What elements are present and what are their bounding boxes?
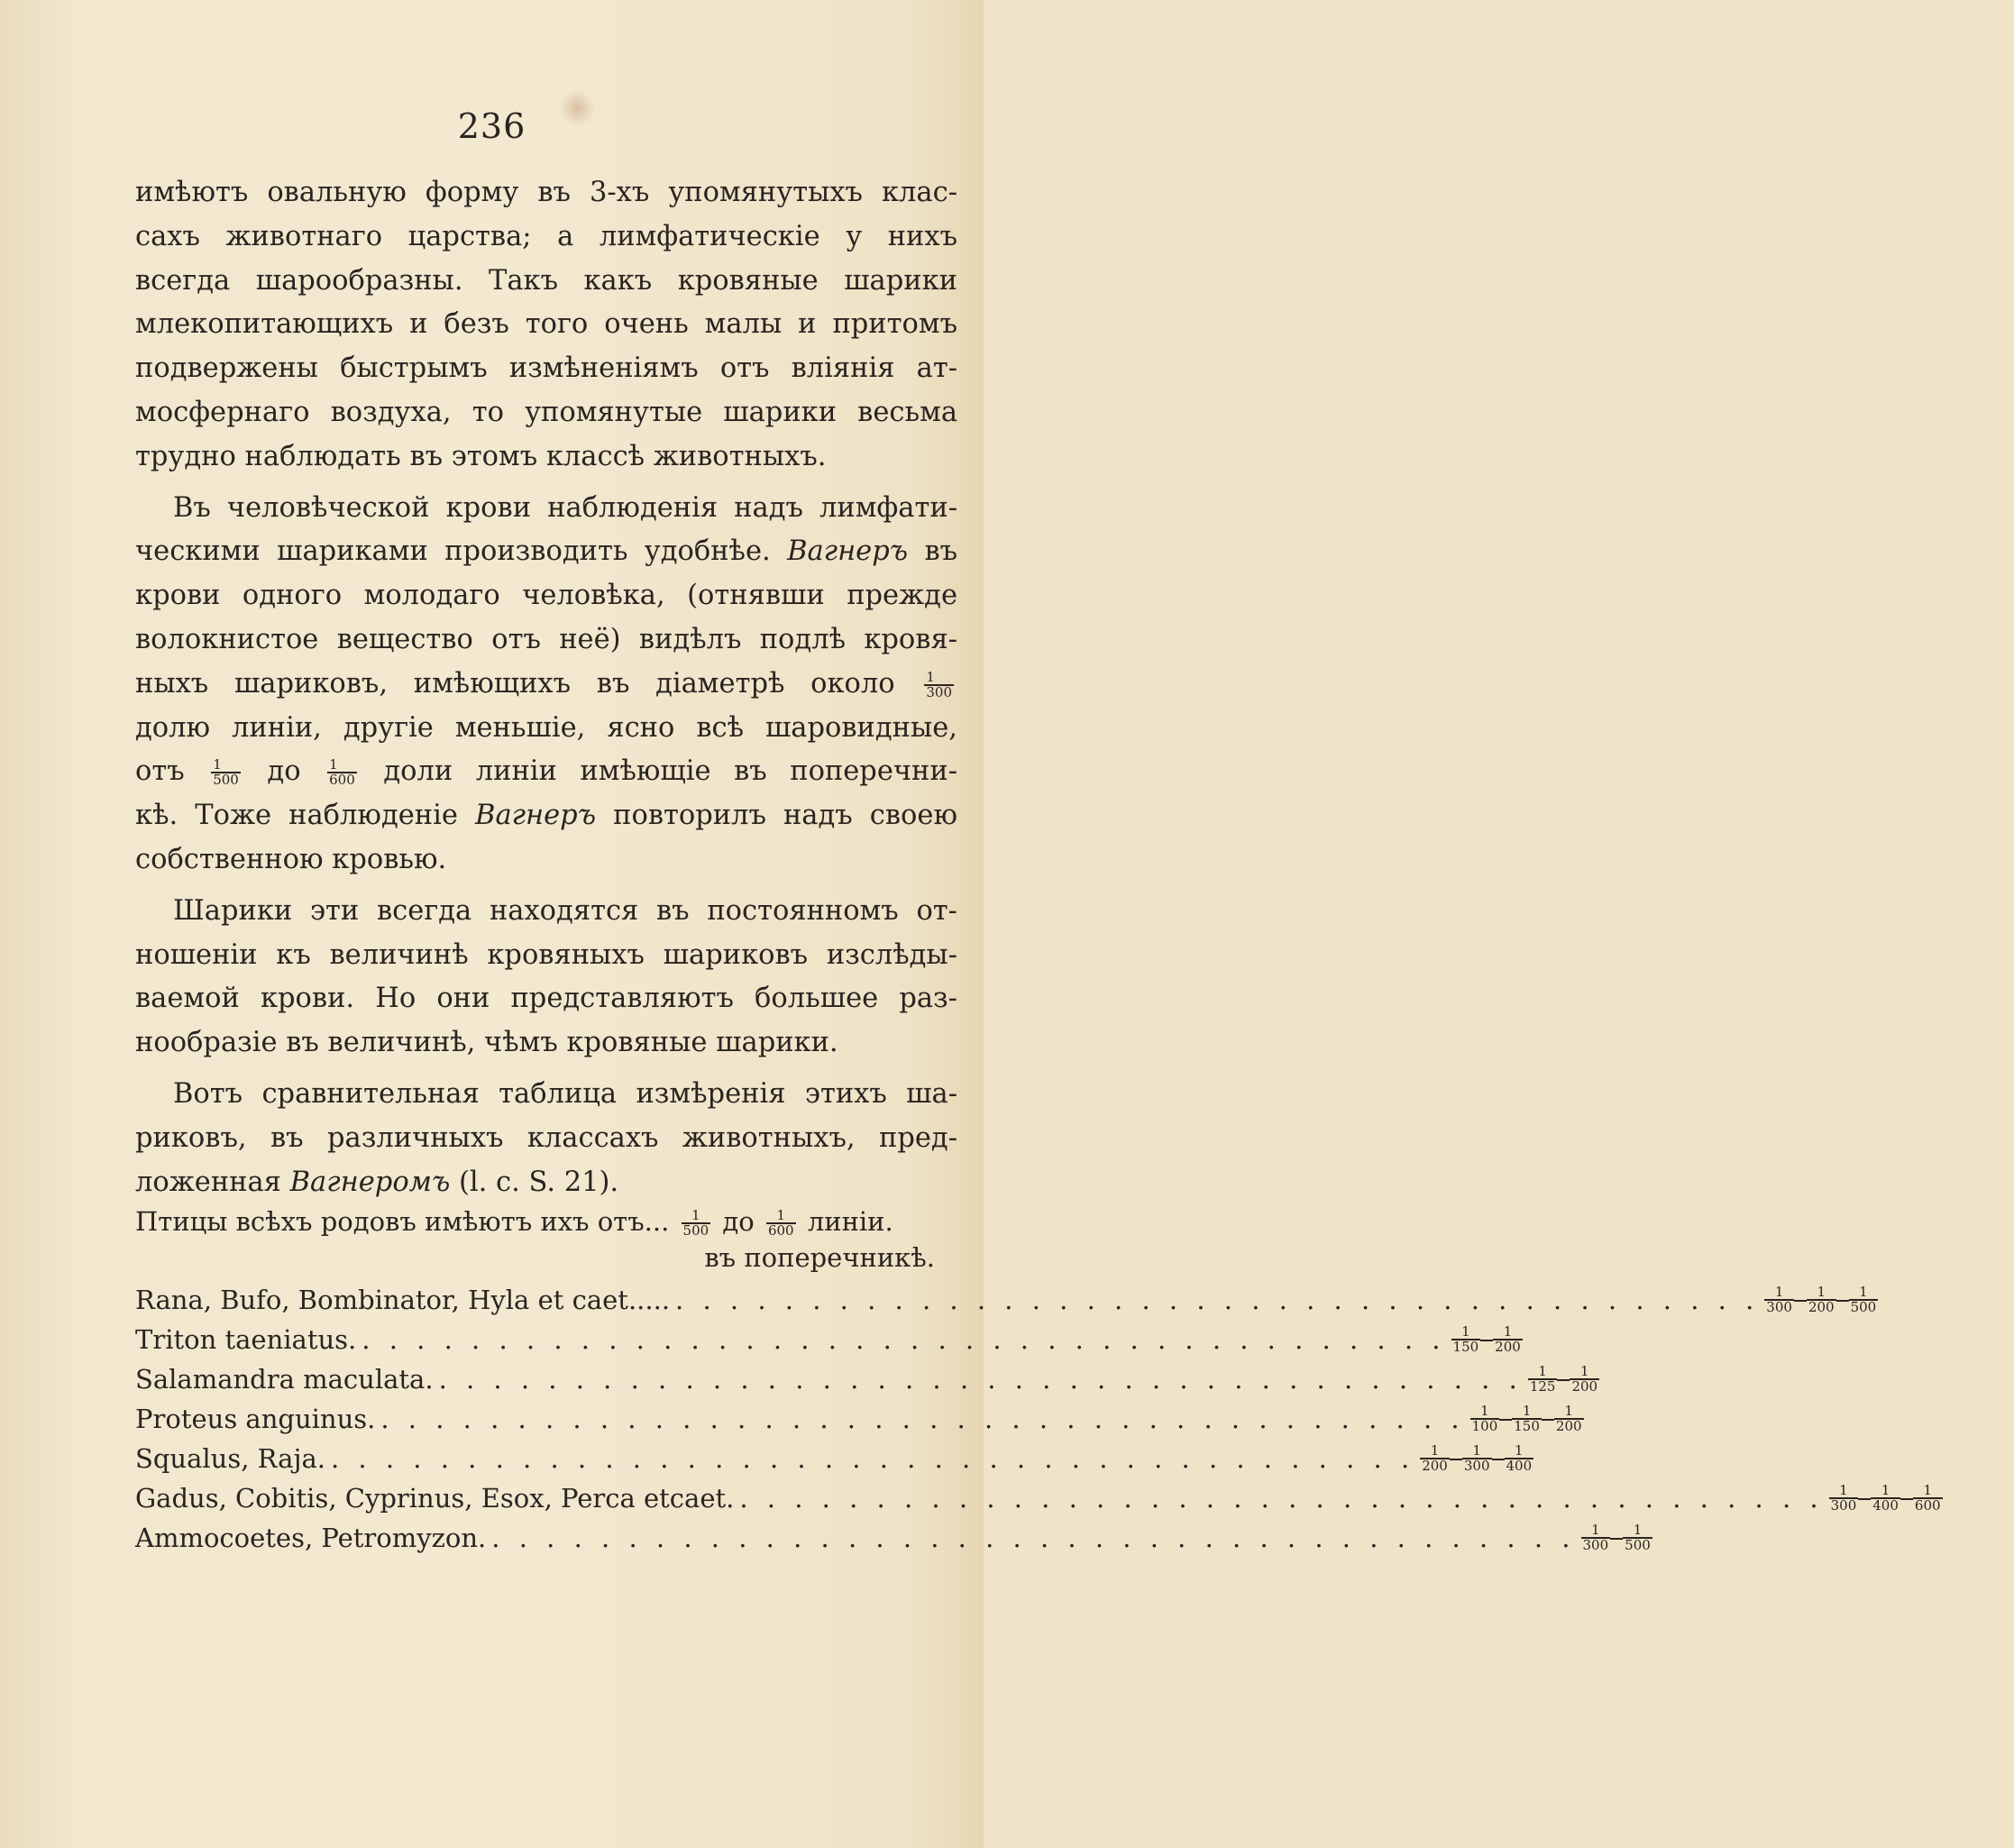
leader-dots: . . . . . . . . . . . . . . . . . . . . . . . . . . . . . . . . . . . . . . . . <box>675 1285 1760 1315</box>
text-span: кѣ. Тоже наблюденіе <box>135 800 458 832</box>
fraction-numerator: 1 <box>1554 1404 1584 1420</box>
species-name: Ammocoetes, Petromyzon. <box>135 1523 487 1553</box>
fraction <box>1528 1365 1558 1394</box>
fraction-denominator: 600 <box>767 1222 794 1239</box>
table-row <box>135 1399 1582 1439</box>
text-line: мосфернаго воздуха, то упомянутые шарики весьма <box>135 396 957 428</box>
text-line: Вотъ сравнительная таблица измѣренія этихъ ша- <box>173 1077 957 1110</box>
text-span: ложенная <box>135 1166 281 1198</box>
fraction-denominator: 200 <box>1571 1378 1598 1395</box>
fraction-denominator: 100 <box>1471 1418 1498 1434</box>
fraction-denominator: 150 <box>1514 1418 1540 1434</box>
text-line: млекопитающихъ и безъ того очень малы и притомъ <box>135 308 957 341</box>
text-line: ваемой крови. Но они представляютъ большее раз- <box>135 983 957 1015</box>
fraction <box>1470 1404 1500 1433</box>
fraction <box>1581 1523 1611 1552</box>
fraction-numerator: 1 <box>327 758 357 773</box>
table-row <box>135 1359 1598 1399</box>
text-span: линіи. <box>807 1206 893 1237</box>
text-line: Въ человѣческой крови наблюденія надъ лимфати- <box>173 491 957 524</box>
table-row <box>135 1320 1521 1359</box>
text-line: трудно наблюдать въ этомъ классѣ животныхъ. <box>135 440 827 472</box>
fraction-numerator: 1 <box>1623 1523 1652 1539</box>
fraction-denominator: 200 <box>1495 1339 1521 1355</box>
text-span: доли линіи имѣющіе въ поперечни- <box>383 755 958 788</box>
range-dash <box>1492 1459 1505 1460</box>
text-line: собственною кровью. <box>135 843 447 875</box>
text-line: крови одного молодаго человѣка, (отнявши прежде <box>135 580 957 612</box>
text-line: подвержены быстрымъ измѣненіямъ отъ вліянія ат- <box>135 352 957 385</box>
fraction-numerator: 1 <box>1913 1484 1943 1499</box>
fraction <box>1764 1285 1794 1314</box>
size-range <box>1528 1365 1713 1394</box>
fraction-numerator: 1 <box>1807 1285 1836 1301</box>
size-range <box>1764 1285 1949 1314</box>
fraction <box>211 758 241 787</box>
fraction <box>766 1209 796 1238</box>
text-span: ческими шариками производить удобнѣе. <box>135 535 771 568</box>
leader-dots: . . . . . . . . . . . . . . . . . . . . . . . . . . . . . . . . . . . . . . . . <box>438 1364 1523 1395</box>
text-span: отъ <box>135 755 185 788</box>
text-line: Шарики эти всегда находятся въ постоянномъ от- <box>173 894 957 927</box>
range-dash <box>1480 1340 1493 1341</box>
size-range <box>1420 1444 1605 1473</box>
fraction-denominator: 200 <box>1808 1299 1835 1315</box>
range-dash <box>1450 1459 1462 1460</box>
text-span: Птицы всѣхъ родовъ имѣютъ ихъ отъ... <box>135 1206 670 1237</box>
text-line: сахъ животнаго царства; а лимфатическіе у нихъ <box>135 220 957 252</box>
fraction-numerator: 1 <box>1581 1523 1611 1539</box>
leader-dots: . . . . . . . . . . . . . . . . . . . . . . . . . . . . . . . . . . . . . . . . <box>330 1443 1415 1474</box>
body-text <box>135 171 957 1204</box>
paragraph-2 <box>135 487 957 883</box>
paragraph-1 <box>135 171 957 480</box>
page-number: 236 <box>457 106 526 146</box>
fraction-numerator: 1 <box>211 758 241 773</box>
size-range <box>1451 1325 1636 1354</box>
fraction <box>682 1209 711 1238</box>
text-line: ношеніи къ величинѣ кровяныхъ шариковъ изслѣды- <box>135 938 957 971</box>
fraction <box>1554 1404 1584 1433</box>
leader-dots: . . . . . . . . . . . . . . . . . . . . . . . . . . . . . . . . . . . . . . . . <box>362 1324 1446 1355</box>
author-name: Вагнеръ <box>475 800 597 832</box>
species-name: Salamandra maculata. <box>135 1364 434 1395</box>
text-line: имѣютъ овальную форму въ 3-хъ упомянутыхъ клас- <box>135 177 957 208</box>
fraction <box>1913 1484 1943 1513</box>
fraction-denominator: 125 <box>1529 1378 1556 1395</box>
fraction-numerator: 1 <box>1764 1285 1794 1301</box>
text-line: нообразіе въ величинѣ, чѣмъ кровяные шарики. <box>135 1027 838 1059</box>
fraction-numerator: 1 <box>924 671 954 686</box>
text-line <box>135 750 957 794</box>
fraction <box>924 668 954 700</box>
fraction-denominator: 300 <box>1766 1299 1792 1315</box>
table-header-text <box>135 1203 893 1240</box>
fraction-denominator: 600 <box>329 772 355 789</box>
fraction <box>1623 1523 1652 1552</box>
leader-dots: . . . . . . . . . . . . . . . . . . . . . . . . . . . . . . . . . . . . . . . . <box>491 1523 1576 1553</box>
fraction <box>1807 1285 1836 1314</box>
fraction-denominator: 300 <box>1463 1458 1490 1474</box>
fraction <box>1493 1325 1523 1354</box>
author-name: Вагнеръ <box>787 535 909 568</box>
text-span: до <box>722 1206 755 1237</box>
fraction <box>327 758 357 787</box>
table-row <box>135 1439 1533 1478</box>
fraction <box>1462 1444 1492 1473</box>
species-name: Squalus, Raja. <box>135 1443 325 1474</box>
fraction-denominator: 150 <box>1452 1339 1479 1355</box>
fraction-denominator: 500 <box>1625 1537 1651 1553</box>
fraction <box>1451 1325 1481 1354</box>
citation: (l. c. S. 21). <box>459 1166 619 1198</box>
range-dash <box>1499 1419 1512 1421</box>
fraction <box>1871 1484 1900 1513</box>
range-dash <box>1858 1498 1871 1500</box>
paragraph-3 <box>135 890 957 1066</box>
fraction <box>1570 1365 1599 1394</box>
fraction-denominator: 600 <box>1914 1497 1941 1514</box>
fraction-denominator: 500 <box>1850 1299 1877 1315</box>
fraction-numerator: 1 <box>1462 1444 1492 1459</box>
text-span: въ <box>924 535 958 568</box>
fraction <box>1505 1444 1534 1473</box>
fraction-denominator: 300 <box>1582 1537 1609 1553</box>
fraction-numerator: 1 <box>766 1209 796 1224</box>
species-name: Gadus, Cobitis, Cyprinus, Esox, Perca etcaet. <box>135 1483 735 1514</box>
table-row <box>135 1280 1877 1320</box>
fraction-numerator: 1 <box>1505 1444 1534 1459</box>
fraction-denominator: 400 <box>1872 1497 1899 1514</box>
range-dash <box>1557 1379 1570 1381</box>
fraction <box>1829 1484 1859 1513</box>
fraction-numerator: 1 <box>1871 1484 1900 1499</box>
size-range <box>1829 1484 2014 1513</box>
fraction-numerator: 1 <box>682 1209 711 1224</box>
table-header-row <box>135 1203 957 1240</box>
range-dash <box>1610 1538 1623 1540</box>
fraction-denominator: 300 <box>1830 1497 1857 1514</box>
range-dash <box>1794 1300 1807 1302</box>
text-span: до <box>267 755 301 788</box>
text-line: всегда шарообразны. Такъ какъ кровяные шарики <box>135 264 957 297</box>
table-row <box>135 1478 1941 1518</box>
leader-dots: . . . . . . . . . . . . . . . . . . . . . . . . . . . . . . . . . . . . . . . . <box>380 1404 1465 1434</box>
fraction-denominator: 200 <box>1422 1458 1448 1474</box>
table-unit: въ поперечникѣ. <box>704 1242 935 1273</box>
text-line <box>135 794 957 838</box>
text-span: повторилъ надъ своею <box>613 800 957 832</box>
fraction-denominator: 300 <box>926 683 952 700</box>
range-dash <box>1542 1419 1554 1421</box>
text-line: риковъ, въ различныхъ классахъ животныхъ, пред- <box>135 1121 957 1154</box>
fraction <box>1849 1285 1879 1314</box>
range-dash <box>1836 1300 1849 1302</box>
fraction-numerator: 1 <box>1470 1404 1500 1420</box>
text-line: волокнистое вещество отъ неё) видѣлъ подлѣ кровя- <box>135 623 957 655</box>
species-name: Triton taeniatus. <box>135 1324 357 1355</box>
fraction-numerator: 1 <box>1451 1325 1481 1340</box>
range-dash <box>1900 1498 1913 1500</box>
size-table <box>135 1280 1941 1558</box>
text-span: ныхъ шариковъ, имѣющихъ въ діаметрѣ около <box>135 667 895 700</box>
fraction-numerator: 1 <box>1829 1484 1859 1499</box>
fraction-denominator: 400 <box>1506 1458 1533 1474</box>
fraction <box>1420 1444 1450 1473</box>
text-line <box>135 663 957 707</box>
text-line <box>135 530 957 574</box>
table-row <box>135 1518 1651 1558</box>
leader-dots: . . . . . . . . . . . . . . . . . . . . . . . . . . . . . . . . . . . . . . . . <box>739 1483 1824 1514</box>
fraction <box>1512 1404 1542 1433</box>
fraction-denominator: 500 <box>213 772 239 789</box>
fraction-numerator: 1 <box>1512 1404 1542 1420</box>
text-line: долю линіи, другіе меньшіе, ясно всѣ шаровидные, <box>135 711 957 744</box>
species-name: Proteus anguinus. <box>135 1404 376 1434</box>
paragraph-4 <box>135 1073 957 1204</box>
fraction-numerator: 1 <box>1420 1444 1450 1459</box>
fraction-denominator: 500 <box>682 1222 709 1239</box>
size-range <box>1581 1523 1766 1552</box>
fraction-numerator: 1 <box>1849 1285 1879 1301</box>
table-header <box>135 1203 957 1276</box>
fraction-denominator: 200 <box>1555 1418 1582 1434</box>
text-line <box>135 1161 957 1205</box>
author-name: Вагнеромъ <box>289 1166 451 1198</box>
fraction-numerator: 1 <box>1528 1365 1558 1380</box>
fraction-numerator: 1 <box>1570 1365 1599 1380</box>
fraction-numerator: 1 <box>1493 1325 1523 1340</box>
species-name: Rana, Bufo, Bombinator, Hyla et caet..... <box>135 1285 671 1315</box>
size-range <box>1470 1404 1655 1433</box>
